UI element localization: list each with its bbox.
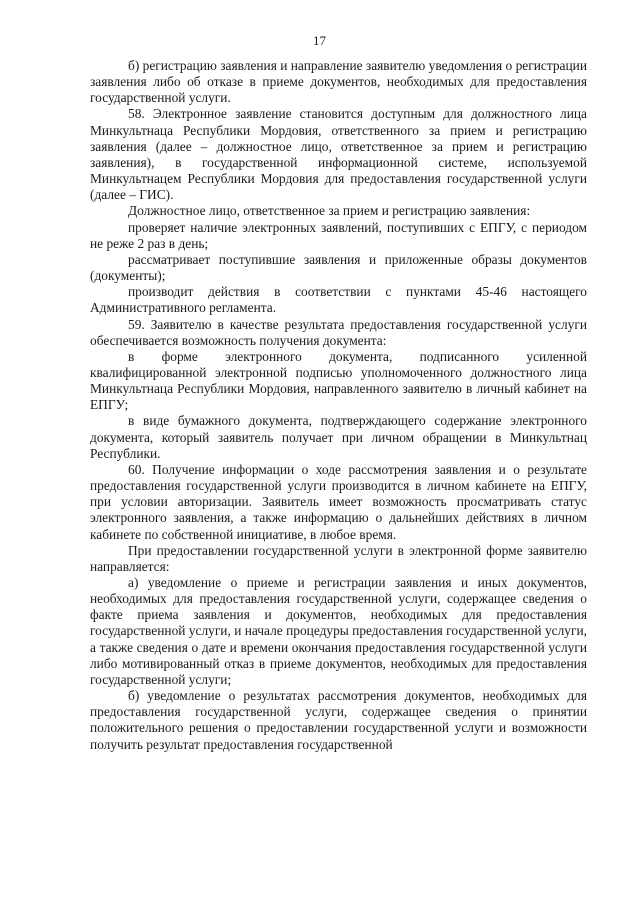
paragraph-electronic-form: При предоставлении государственной услуги в электронной форме заявителю направляется: bbox=[90, 542, 587, 574]
paragraph-59: 59. Заявителю в качестве результата предоставления государственной услуги обеспечивается возможность получения документа: bbox=[90, 316, 587, 348]
page-number: 17 bbox=[313, 33, 326, 48]
paragraph-paper-document: в виде бумажного документа, подтверждающего содержание электронного документа, который заявитель получает при личном обращении в Минкультнац Республики. bbox=[90, 413, 587, 461]
paragraph-reviews-documents: рассматривает поступившие заявления и приложенные образы документов (документы); bbox=[90, 251, 587, 284]
paragraph-b-registration: б) регистрацию заявления и направление заявителю уведомления о регистрации заявления либо об отказе в приеме документов, необходимых для предоставления государственной услуги. bbox=[90, 58, 587, 106]
paragraph-58: 58. Электронное заявление становится доступным для должностного лица Минкультнаца Республики Мордовия, ответственного за прием и регистрацию заявления (далее – должностное лицо, ответственное за прием и регистрацию заявления), в государственной информационной системе, используемой Минкультнацем Республики Мордовия для предоставления государственной услуги (далее – ГИС). bbox=[90, 106, 587, 203]
paragraph-official-duties: Должностное лицо, ответственное за прием и регистрацию заявления: bbox=[128, 203, 531, 219]
paragraph-electronic-document: в форме электронного документа, подписанного усиленной квалифицированной электронной подписью уполномоченного должностного лица Минкультнаца Республики Мордовия, направленного заявителю в личный кабинет на ЕПГУ; bbox=[90, 348, 587, 413]
paragraph-performs-actions: производит действия в соответствии с пунктами 45-46 настоящего Административного регламента. bbox=[90, 284, 587, 316]
paragraph-b-notification: б) уведомление о результатах рассмотрения документов, необходимых для предоставления государственной услуги, содержащее сведения о принятии положительного решения о предоставлении государственной услуги и возможности получить результат предоставления государственной bbox=[90, 688, 587, 752]
document-body bbox=[90, 58, 587, 753]
paragraph-60: 60. Получение информации о ходе рассмотрения заявления и о результате предоставления государственной услуги производится в личном кабинете на ЕПГУ, при условии авторизации. Заявитель имеет возможность просматривать статус электронного заявления, а также информацию о дальнейших действиях в личном кабинете по собственной инициативе, в любое время. bbox=[90, 461, 587, 542]
paragraph-a-notification: а) уведомление о приеме и регистрации заявления и иных документов, необходимых для предоставления государственной услуги, содержащее сведения о факте приема заявления и документов, необходимых для предоставления государственной услуги, и начале процедуры предоставления государственной услуги, а также сведения о дате и времени окончания предоставления государственной услуги либо мотивированный отказ в приеме документов, необходимых для предоставления государственной услуги; bbox=[90, 575, 587, 687]
paragraph-checks-applications: проверяет наличие электронных заявлений, поступивших с ЕПГУ, с периодом не реже 2 раз в день; bbox=[90, 219, 587, 251]
